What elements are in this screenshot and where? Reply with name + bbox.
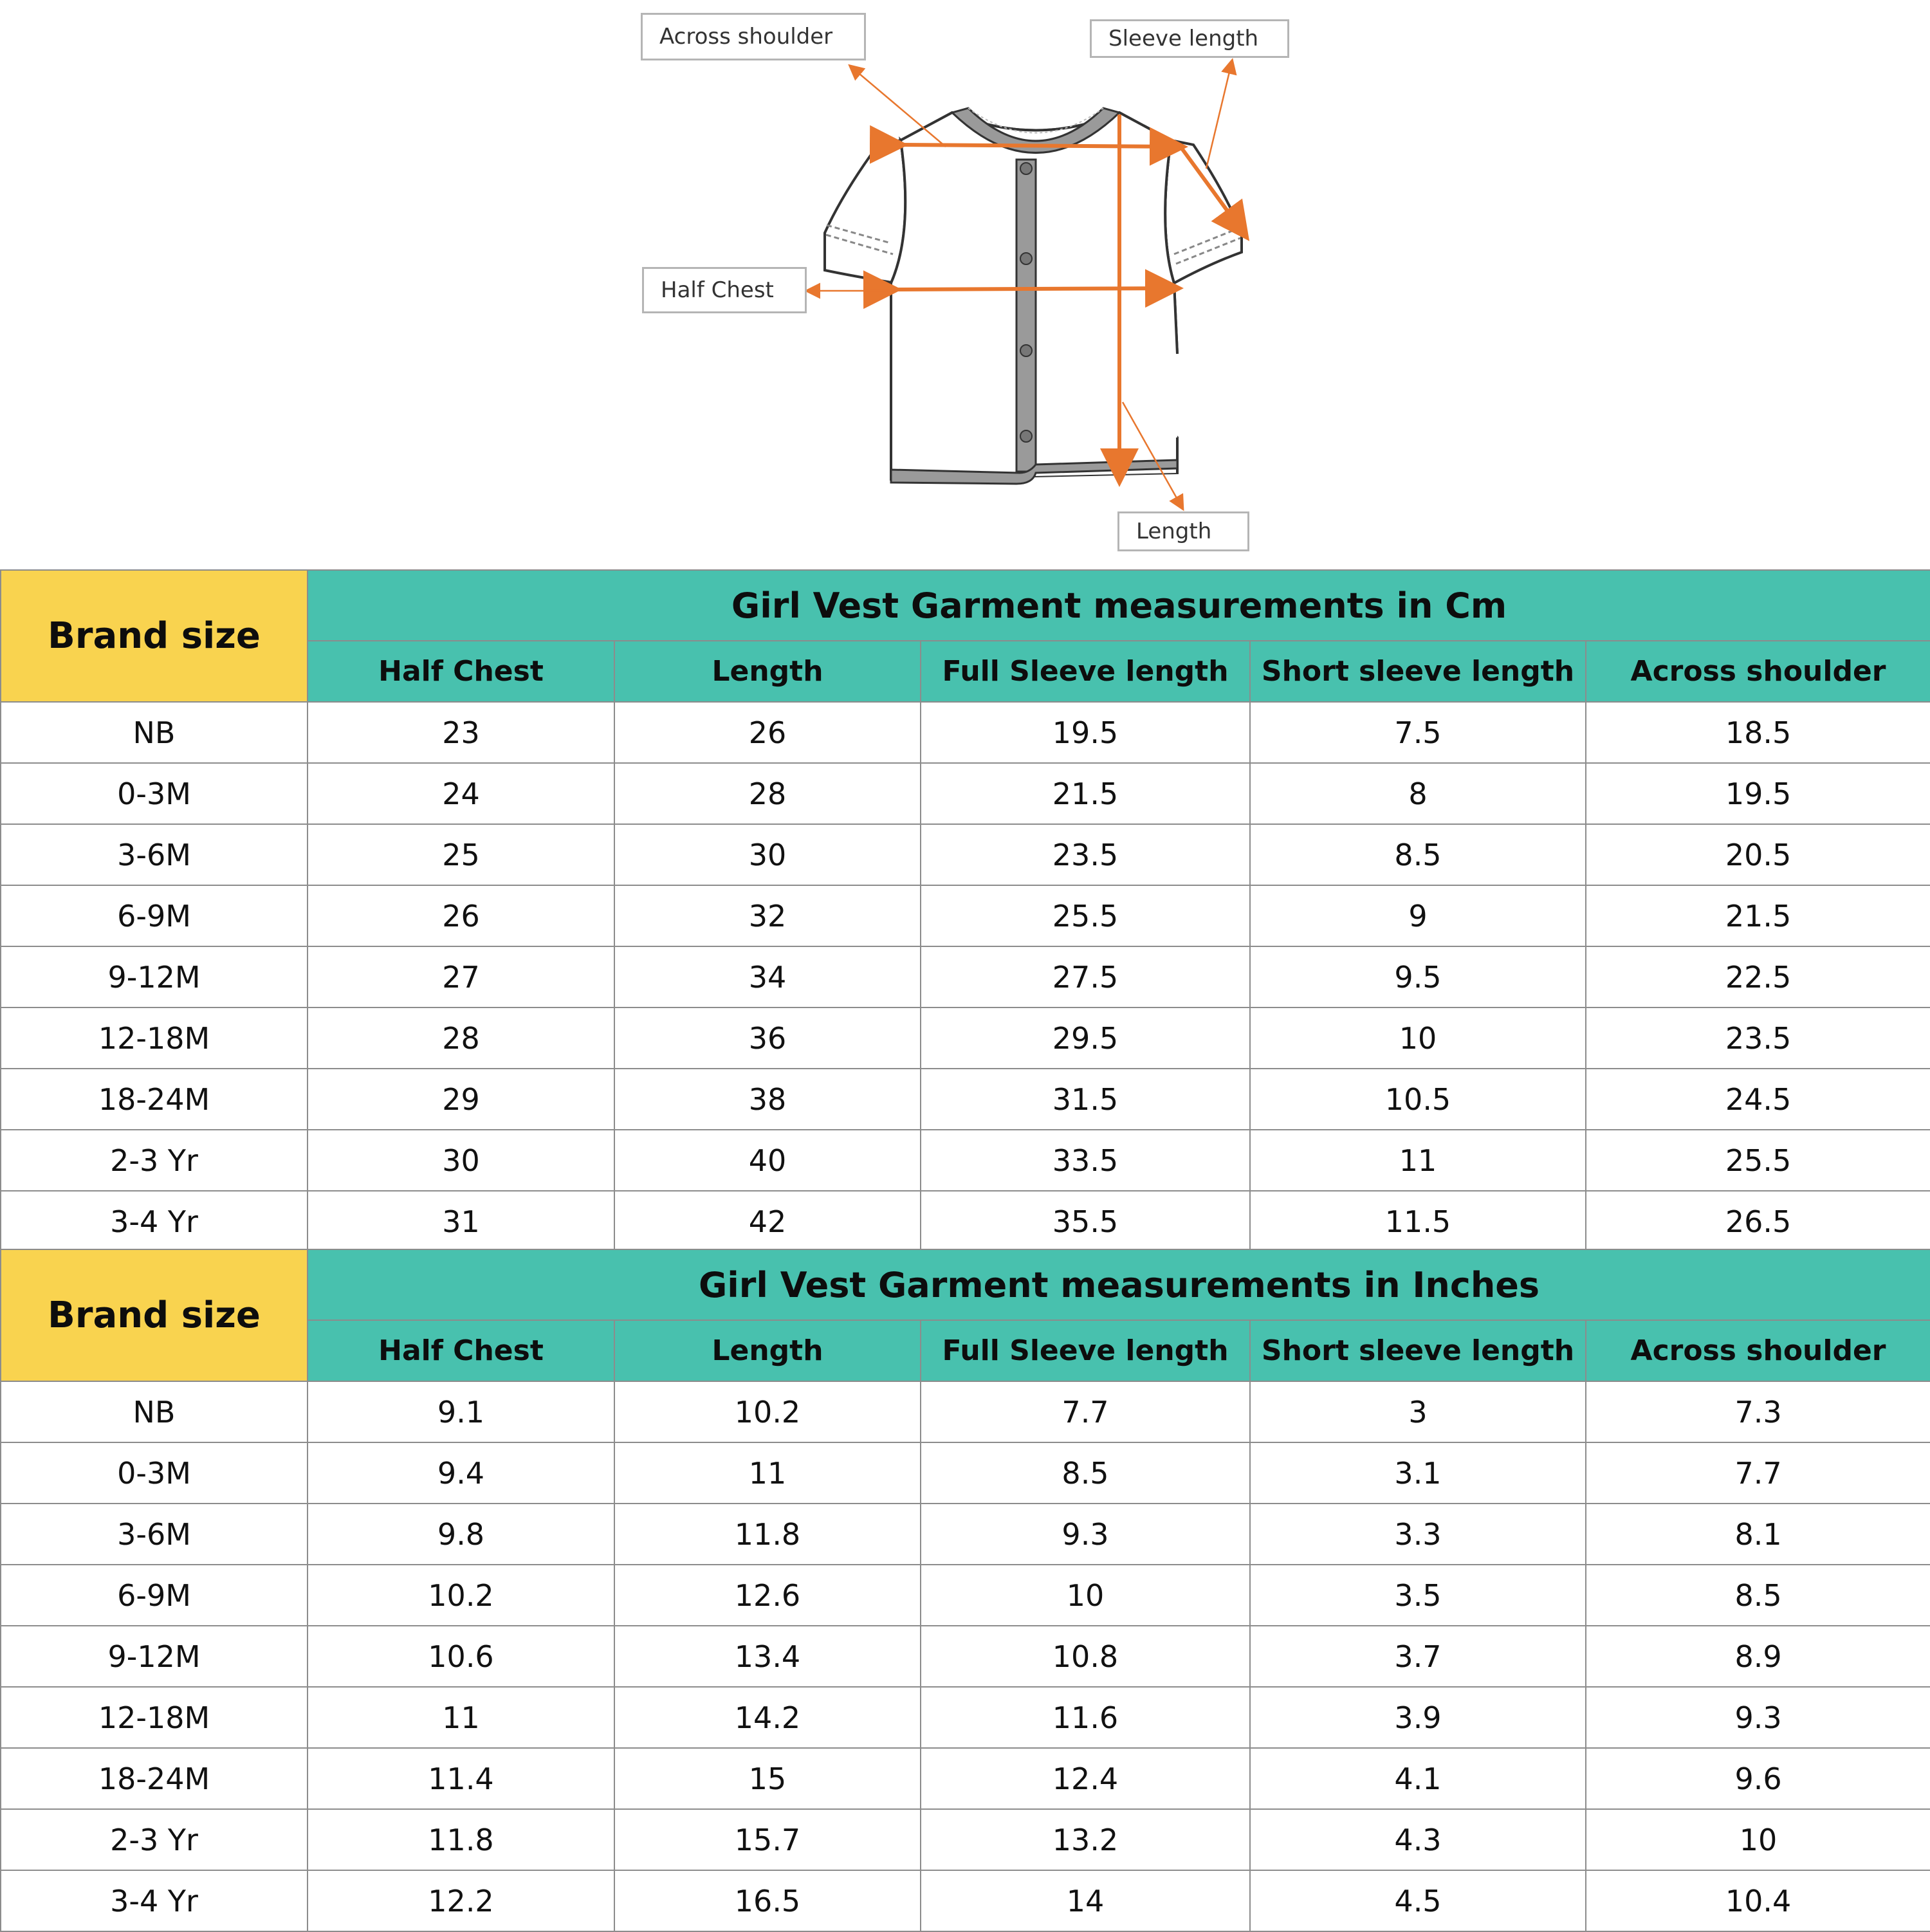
measurement-cell: 3.3 bbox=[1250, 1504, 1586, 1565]
measurement-cell: 20.5 bbox=[1586, 824, 1930, 885]
column-header: Length bbox=[614, 641, 921, 702]
column-header: Full Sleeve length bbox=[921, 1320, 1250, 1381]
measurement-cell: 25 bbox=[308, 824, 614, 885]
measurement-cell: 33.5 bbox=[921, 1130, 1250, 1191]
measurement-cell: 34 bbox=[614, 946, 921, 1007]
measurement-cell: 8.1 bbox=[1586, 1504, 1930, 1565]
measurement-cell: 24 bbox=[308, 763, 614, 824]
size-label-cell: 9-12M bbox=[1, 1626, 308, 1687]
measurement-cell: 10.5 bbox=[1250, 1069, 1586, 1130]
button-icon bbox=[1020, 253, 1032, 264]
table-row bbox=[1, 1504, 1930, 1565]
size-label-cell: 18-24M bbox=[1, 1069, 308, 1130]
measurement-cell: 38 bbox=[614, 1069, 921, 1130]
table-row bbox=[1, 1381, 1930, 1442]
measurement-cell: 7.7 bbox=[921, 1381, 1250, 1442]
measurement-cell: 8.9 bbox=[1586, 1626, 1930, 1687]
size-label-cell: 3-4 Yr bbox=[1, 1191, 308, 1252]
table-title: Girl Vest Garment measurements in Inches bbox=[308, 1249, 1930, 1320]
size-label-cell: NB bbox=[1, 1381, 308, 1442]
placket bbox=[1016, 160, 1036, 472]
measurement-cell: 27 bbox=[308, 946, 614, 1007]
measurement-diagram bbox=[0, 0, 1930, 569]
measurement-cell: 28 bbox=[614, 763, 921, 824]
measurement-cell: 10.6 bbox=[308, 1626, 614, 1687]
measurement-cell: 4.1 bbox=[1250, 1748, 1586, 1809]
measurement-cell: 9.1 bbox=[308, 1381, 614, 1442]
measurement-cell: 16.5 bbox=[614, 1870, 921, 1931]
measurement-cell: 9.3 bbox=[1586, 1687, 1930, 1748]
size-label-cell: 12-18M bbox=[1, 1007, 308, 1069]
measurement-cell: 8.5 bbox=[1586, 1565, 1930, 1626]
measurement-cell: 26 bbox=[614, 702, 921, 763]
column-header: Half Chest bbox=[308, 641, 614, 702]
table-row bbox=[1, 885, 1930, 946]
table-row bbox=[1, 1130, 1930, 1191]
measurement-cell: 19.5 bbox=[921, 702, 1250, 763]
size-label-cell: 0-3M bbox=[1, 763, 308, 824]
measurement-cell: 3.5 bbox=[1250, 1565, 1586, 1626]
measurement-cell: 9.5 bbox=[1250, 946, 1586, 1007]
table-row bbox=[1, 1687, 1930, 1748]
sleeve-length-label: Sleeve length bbox=[1090, 19, 1289, 58]
table-row bbox=[1, 1007, 1930, 1069]
measurement-cell: 21.5 bbox=[921, 763, 1250, 824]
column-header: Full Sleeve length bbox=[921, 641, 1250, 702]
measurement-cell: 31 bbox=[308, 1191, 614, 1252]
size-table-cm bbox=[0, 569, 1930, 1253]
measurement-cell: 3.1 bbox=[1250, 1442, 1586, 1504]
table-row bbox=[1, 1442, 1930, 1504]
measurement-cell: 11 bbox=[1250, 1130, 1586, 1191]
column-header: Across shoulder bbox=[1586, 1320, 1930, 1381]
half-chest-line bbox=[894, 288, 1176, 290]
measurement-cell: 4.5 bbox=[1250, 1870, 1586, 1931]
measurement-cell: 10.2 bbox=[308, 1565, 614, 1626]
size-table-inches bbox=[0, 1249, 1930, 1932]
size-label-cell: 12-18M bbox=[1, 1687, 308, 1748]
size-label-cell: 2-3 Yr bbox=[1, 1130, 308, 1191]
table-row bbox=[1, 1748, 1930, 1809]
column-header: Length bbox=[614, 1320, 921, 1381]
table-row bbox=[1, 763, 1930, 824]
size-label-cell: 0-3M bbox=[1, 1442, 308, 1504]
measurement-cell: 40 bbox=[614, 1130, 921, 1191]
measurement-cell: 9.6 bbox=[1586, 1748, 1930, 1809]
measurement-cell: 12.4 bbox=[921, 1748, 1250, 1809]
brand-size-header: Brand size bbox=[1, 570, 308, 702]
measurement-cell: 7.5 bbox=[1250, 702, 1586, 763]
measurement-cell: 11.8 bbox=[308, 1809, 614, 1870]
measurement-cell: 3.9 bbox=[1250, 1687, 1586, 1748]
measurement-cell: 10 bbox=[1250, 1007, 1586, 1069]
measurement-cell: 9.8 bbox=[308, 1504, 614, 1565]
measurement-cell: 13.4 bbox=[614, 1626, 921, 1687]
measurement-cell: 9.4 bbox=[308, 1442, 614, 1504]
size-label-cell: NB bbox=[1, 702, 308, 763]
measurement-cell: 10.8 bbox=[921, 1626, 1250, 1687]
table-title: Girl Vest Garment measurements in Cm bbox=[308, 570, 1930, 641]
brand-size-header: Brand size bbox=[1, 1249, 308, 1381]
measurement-cell: 22.5 bbox=[1586, 946, 1930, 1007]
size-label-cell: 6-9M bbox=[1, 1565, 308, 1626]
measurement-cell: 8.5 bbox=[921, 1442, 1250, 1504]
measurement-cell: 13.2 bbox=[921, 1809, 1250, 1870]
table-row bbox=[1, 1565, 1930, 1626]
measurement-cell: 11 bbox=[308, 1687, 614, 1748]
measurement-cell: 11 bbox=[614, 1442, 921, 1504]
measurement-cell: 11.5 bbox=[1250, 1191, 1586, 1252]
table-row bbox=[1, 1626, 1930, 1687]
across-shoulder-label: Across shoulder bbox=[641, 13, 866, 60]
measurement-cell: 11.8 bbox=[614, 1504, 921, 1565]
column-header: Half Chest bbox=[308, 1320, 614, 1381]
button-icon bbox=[1020, 430, 1032, 442]
measurement-cell: 42 bbox=[614, 1191, 921, 1252]
measurement-cell: 11.4 bbox=[308, 1748, 614, 1809]
size-label-cell: 18-24M bbox=[1, 1748, 308, 1809]
measurement-cell: 15.7 bbox=[614, 1809, 921, 1870]
size-label-cell: 3-6M bbox=[1, 1504, 308, 1565]
measurement-cell: 28 bbox=[308, 1007, 614, 1069]
measurement-cell: 10 bbox=[1586, 1809, 1930, 1870]
measurement-cell: 10 bbox=[921, 1565, 1250, 1626]
measurement-cell: 26 bbox=[308, 885, 614, 946]
table-row bbox=[1, 824, 1930, 885]
column-header: Short sleeve length bbox=[1250, 641, 1586, 702]
button-icon bbox=[1020, 163, 1032, 174]
measurement-cell: 12.6 bbox=[614, 1565, 921, 1626]
measurement-cell: 30 bbox=[614, 824, 921, 885]
measurement-cell: 23.5 bbox=[1586, 1007, 1930, 1069]
measurement-cell: 23 bbox=[308, 702, 614, 763]
length-label: Length bbox=[1117, 511, 1249, 551]
measurement-cell: 23.5 bbox=[921, 824, 1250, 885]
table-body bbox=[1, 702, 1930, 1252]
table-row bbox=[1, 1191, 1930, 1252]
size-label-cell: 2-3 Yr bbox=[1, 1809, 308, 1870]
measurement-cell: 29.5 bbox=[921, 1007, 1250, 1069]
size-label-cell: 3-4 Yr bbox=[1, 1870, 308, 1931]
size-label-cell: 3-6M bbox=[1, 824, 308, 885]
measurement-cell: 25.5 bbox=[1586, 1130, 1930, 1191]
measurement-cell: 21.5 bbox=[1586, 885, 1930, 946]
measurement-cell: 25.5 bbox=[921, 885, 1250, 946]
measurement-cell: 4.3 bbox=[1250, 1809, 1586, 1870]
measurement-cell: 7.3 bbox=[1586, 1381, 1930, 1442]
button-icon bbox=[1020, 345, 1032, 356]
measurement-cell: 30 bbox=[308, 1130, 614, 1191]
measurement-cell: 10.4 bbox=[1586, 1870, 1930, 1931]
measurement-cell: 35.5 bbox=[921, 1191, 1250, 1252]
measurement-cell: 19.5 bbox=[1586, 763, 1930, 824]
across-shoulder-leader bbox=[850, 66, 946, 147]
measurement-cell: 10.2 bbox=[614, 1381, 921, 1442]
measurement-cell: 18.5 bbox=[1586, 702, 1930, 763]
measurement-cell: 3 bbox=[1250, 1381, 1586, 1442]
measurement-cell: 8.5 bbox=[1250, 824, 1586, 885]
table-row bbox=[1, 1069, 1930, 1130]
column-header: Across shoulder bbox=[1586, 641, 1930, 702]
measurement-cell: 3.7 bbox=[1250, 1626, 1586, 1687]
measurement-cell: 7.7 bbox=[1586, 1442, 1930, 1504]
size-label-cell: 6-9M bbox=[1, 885, 308, 946]
measurement-cell: 9 bbox=[1250, 885, 1586, 946]
measurement-cell: 11.6 bbox=[921, 1687, 1250, 1748]
measurement-cell: 29 bbox=[308, 1069, 614, 1130]
measurement-cell: 32 bbox=[614, 885, 921, 946]
measurement-cell: 14.2 bbox=[614, 1687, 921, 1748]
table-row bbox=[1, 1809, 1930, 1870]
table-body bbox=[1, 1381, 1930, 1931]
table-row bbox=[1, 702, 1930, 763]
table-row bbox=[1, 946, 1930, 1007]
half-chest-label: Half Chest bbox=[642, 267, 807, 313]
size-label-cell: 9-12M bbox=[1, 946, 308, 1007]
measurement-cell: 12.2 bbox=[308, 1870, 614, 1931]
sleeve-leader bbox=[1206, 61, 1232, 169]
measurement-cell: 27.5 bbox=[921, 946, 1250, 1007]
measurement-cell: 36 bbox=[614, 1007, 921, 1069]
measurement-cell: 31.5 bbox=[921, 1069, 1250, 1130]
measurement-cell: 15 bbox=[614, 1748, 921, 1809]
vest-illustration bbox=[0, 0, 1930, 569]
measurement-cell: 26.5 bbox=[1586, 1191, 1930, 1252]
column-header: Short sleeve length bbox=[1250, 1320, 1586, 1381]
left-sleeve bbox=[825, 140, 906, 283]
measurement-cell: 8 bbox=[1250, 763, 1586, 824]
measurement-cell: 9.3 bbox=[921, 1504, 1250, 1565]
measurement-cell: 24.5 bbox=[1586, 1069, 1930, 1130]
table-row bbox=[1, 1870, 1930, 1931]
measurement-cell: 14 bbox=[921, 1870, 1250, 1931]
